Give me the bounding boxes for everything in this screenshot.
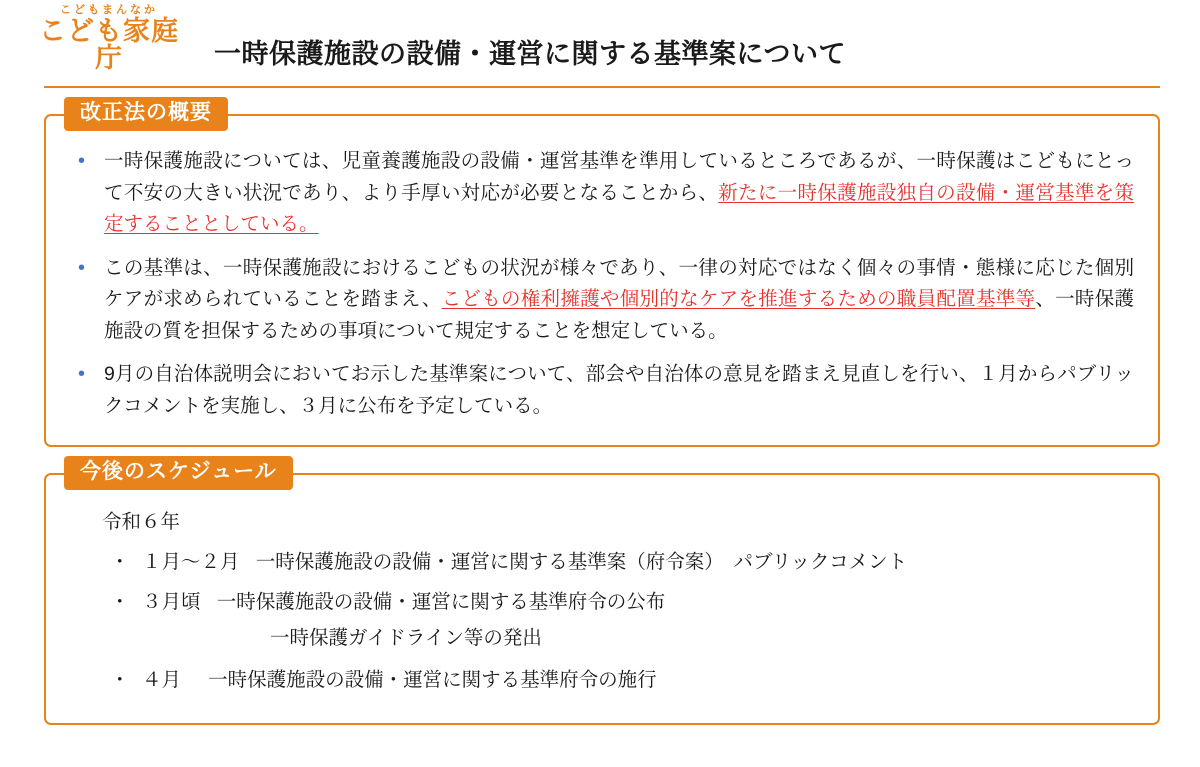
schedule-text: 一時保護施設の設備・運営に関する基準府令の施行 xyxy=(208,669,657,692)
agency-logo-name: こども家庭庁 xyxy=(39,16,179,73)
schedule-text: 一時保護施設の設備・運営に関する基準案（府令案） パブリックコメント xyxy=(255,550,908,573)
page-title: 一時保護施設の設備・運営に関する基準案について xyxy=(214,39,846,69)
overview-bullet-list xyxy=(68,146,1134,423)
section-overview-body xyxy=(46,116,1158,445)
bullet-text-pre: 一時保護施設については、児童養護施設の設備・運営基準を準用しているところであるが、一時保護はこどもにとって不安の大きい状況であり、より手厚い対応が必要となることから、 xyxy=(104,150,1134,204)
section-overview xyxy=(44,101,1160,447)
schedule-date: ４月 xyxy=(142,669,182,692)
section-schedule xyxy=(44,459,1160,726)
bullet-text-highlight: 新たに一時保護施設独自の設備・運営基準を策定することとしている。 xyxy=(104,181,1134,236)
list-item xyxy=(68,253,1134,348)
bullet-text-post: 、一時保護施設の質を担保するための事項について規定することを想定している。 xyxy=(104,288,1134,342)
slide-header xyxy=(0,0,1200,74)
list-item xyxy=(68,585,1134,655)
schedule-date: ３月頃 xyxy=(142,590,201,613)
section-schedule-label: 今後のスケジュール xyxy=(64,456,293,490)
schedule-date: １月～２月 xyxy=(142,550,240,573)
header-divider xyxy=(44,86,1160,88)
schedule-year: 令和６年 xyxy=(102,510,181,533)
list-item xyxy=(68,663,1134,697)
bullet-text-pre: 9月の自治体説明会においてお示した基準案について、部会や自治体の意見を踏まえ見直しを行い、１月からパブリックコメントを実施し、３月に公布を予定している。 xyxy=(104,363,1134,418)
list-item xyxy=(68,359,1134,422)
agency-logo-ruby: こどもまんなか xyxy=(60,4,158,16)
bullet-text-pre: この基準は、一時保護施設におけるこどもの状況が様々であり、一律の対応ではなく個々の事情・態様に応じた個別ケアが求められていることを踏まえ、 xyxy=(104,256,1134,311)
list-item xyxy=(68,146,1134,241)
agency-logo xyxy=(34,5,184,72)
bullet-text-highlight: こどもの権利擁護や個別的なケアを推進するための職員配置基準等 xyxy=(441,288,1036,311)
list-item xyxy=(68,545,1134,579)
schedule-list xyxy=(68,545,1134,698)
schedule-subtext: 一時保護ガイドライン等の発出 xyxy=(270,627,542,649)
section-schedule-body xyxy=(46,475,1158,724)
section-overview-label: 改正法の概要 xyxy=(64,97,228,131)
schedule-text: 一時保護施設の設備・運営に関する基準府令の公布 xyxy=(216,590,666,613)
